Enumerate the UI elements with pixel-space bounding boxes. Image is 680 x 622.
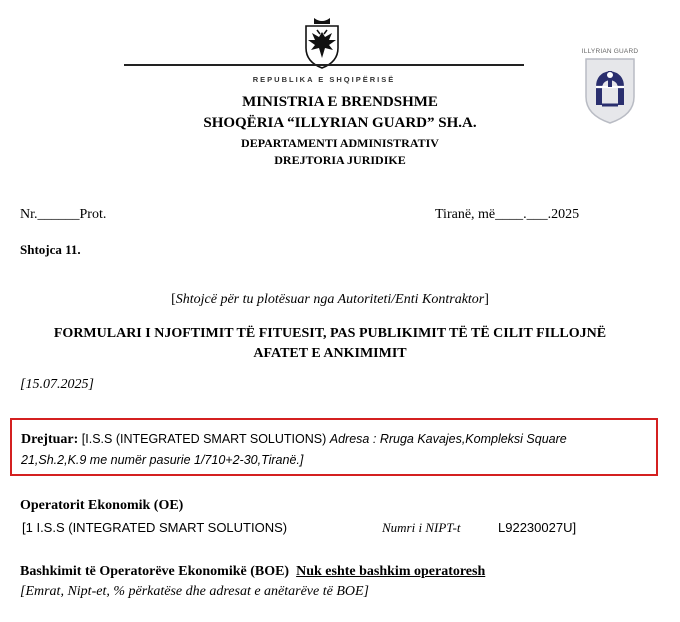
address-line2: 21,Sh.2,K.9 me numër pasurie 1/710+2-30,Tiranë.] [21,453,304,467]
address-label: Adresa : [329,432,377,446]
albanian-emblem-icon [304,18,340,70]
nipt-label: Numri i NIPT-t [382,520,461,535]
joint-operators-label: Bashkimit të Operatorëve Ekonomikë (BOE) [20,564,290,579]
directorate-title: DREJTORIA JURIDIKE [274,153,406,167]
note-text: Shtojcë për tu plotësuar nga Autoriteti/Enti Kontraktor [175,292,485,307]
addressee-name: [I.S.S (INTEGRATED SMART SOLUTIONS) [81,432,327,446]
annex-label: Shtojca 11. [20,242,81,257]
protocol-number: Nr.______Prot. [20,207,107,222]
operator-name: [1 I.S.S (INTEGRATED SMART SOLUTIONS) [22,520,288,535]
department-title: DEPARTAMENTI ADMINISTRATIV [241,136,439,150]
logo-caption: ILLYRIAN GUARD [581,48,639,55]
notice-date: [15.07.2025] [20,377,94,392]
joint-operators-note: [Emrat, Nipt-et, % përkatëse dhe adresat e anëtarëve të BOE] [20,584,370,599]
address-line1: Rruga Kavajes,Kompleksi Square [379,432,567,446]
addressee-highlight-box [10,418,658,476]
operator-label: Operatorit Ekonomik (OE) [20,498,184,513]
document-date: Tiranë, më____.___.2025 [435,207,580,222]
joint-operators-row [20,564,485,580]
form-title [20,324,640,364]
form-title-line1: FORMULARI I NJOFTIMIT TË FITUESIT, PAS PUBLIKIMIT TË TË CILIT FILLOJNË [53,326,607,341]
addressee-label: Drejtuar: [21,432,79,447]
header-rule [124,64,524,66]
country-name: REPUBLIKA E SHQIPËRISË [252,75,396,84]
form-title-line2: AFATET E ANKIMIMIT [253,346,407,361]
note-close-bracket: ] [484,292,489,307]
note-open-bracket: [ [171,292,176,307]
annex-note [0,292,660,308]
joint-operators-value: Nuk eshte bashkim operatoresh [296,564,486,579]
addressee-text [21,429,651,471]
ministry-title: MINISTRIA E BRENDSHME [242,94,438,110]
nipt-value: L92230027U] [498,520,577,535]
company-title: SHOQËRIA “ILLYRIAN GUARD” SH.A. [203,115,477,131]
